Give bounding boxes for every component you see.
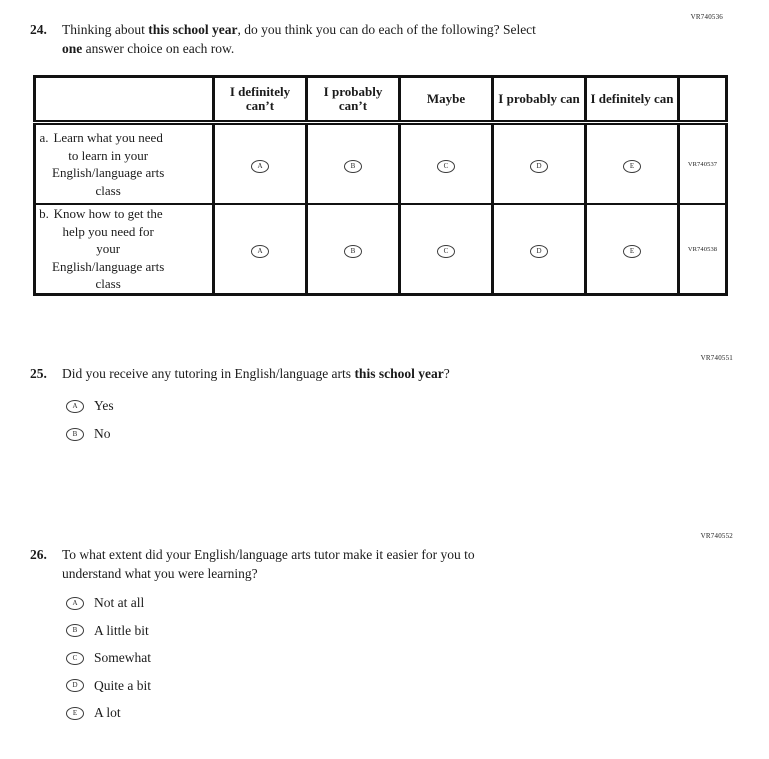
answer-bubble[interactable]: C (66, 652, 84, 665)
question-number: 25. (30, 366, 47, 381)
answer-cell (493, 123, 586, 205)
answer-bubble[interactable]: B (344, 160, 362, 173)
header-empty-cell (35, 77, 214, 123)
table-row-a (35, 123, 727, 205)
option-label: No (94, 426, 111, 441)
option-label: Somewhat (94, 650, 151, 665)
question-line-1 (62, 20, 536, 39)
question-text (62, 364, 450, 383)
header-probably-can: I probably can (493, 77, 586, 123)
answer-bubble[interactable]: C (437, 245, 455, 258)
prompt-bold-segment: this school year (354, 366, 444, 381)
answer-bubble[interactable]: A (251, 245, 269, 258)
question-24 (30, 20, 536, 58)
question-line-1: To what extent did your English/language arts tutor make it easier for you to (62, 547, 475, 562)
row-label-text: Know how to get the help you need for your English/language arts class (52, 206, 165, 292)
answer-cell (400, 123, 493, 205)
answer-cell (307, 123, 400, 205)
prompt-segment: ? (443, 366, 450, 381)
option-label: Yes (94, 398, 114, 413)
answer-cell (214, 204, 307, 295)
option-label: A little bit (94, 622, 149, 638)
vr-code: VR740536 (690, 13, 723, 21)
vr-code: VR740538 (679, 204, 727, 295)
row-label-cell (35, 123, 214, 205)
prompt-bold-segment: one (62, 41, 83, 56)
option-no[interactable] (66, 426, 114, 442)
option-yes[interactable] (66, 398, 114, 414)
vr-code: VR740551 (700, 354, 733, 362)
question-text (62, 20, 536, 58)
question-number: 24. (30, 22, 47, 37)
answer-cell (214, 123, 307, 205)
question-text (62, 545, 475, 583)
question-line-2 (62, 39, 536, 58)
option-label: Quite a bit (94, 677, 151, 693)
option-label: A lot (94, 705, 121, 720)
prompt-bold-segment: this school year (148, 22, 238, 37)
row-letter: a. (39, 130, 49, 145)
answer-bubble[interactable]: C (437, 160, 455, 173)
answer-bubble[interactable]: B (344, 245, 362, 258)
answer-bubble[interactable]: D (66, 679, 84, 692)
answer-cell (400, 204, 493, 295)
answer-bubble[interactable]: E (66, 707, 84, 720)
header-row (35, 77, 727, 123)
answer-bubble[interactable]: B (66, 428, 84, 441)
header-definitely-cant: I definitely can’t (214, 77, 307, 123)
prompt-segment: answer choice on each row. (82, 41, 235, 56)
answer-cell (586, 123, 679, 205)
option-quite-a-bit[interactable] (66, 678, 151, 694)
answer-bubble[interactable]: A (66, 400, 84, 413)
vr-code: VR740552 (700, 532, 733, 540)
question-line-1 (62, 364, 450, 383)
header-definitely-can: I definitely can (586, 77, 679, 123)
answer-grid-table (33, 75, 728, 296)
vr-code: VR740537 (679, 123, 727, 205)
answer-bubble[interactable]: A (66, 597, 84, 610)
answer-bubble[interactable]: A (251, 160, 269, 173)
question-25 (30, 364, 450, 383)
answer-bubble[interactable]: E (623, 160, 641, 173)
answer-cell (493, 204, 586, 295)
option-a-little-bit[interactable] (66, 623, 151, 639)
question-26 (30, 545, 475, 583)
row-label-cell (35, 204, 214, 295)
answer-cell (586, 204, 679, 295)
answer-bubble[interactable]: D (530, 245, 548, 258)
answer-cell (307, 204, 400, 295)
answer-bubble[interactable]: D (530, 160, 548, 173)
option-a-lot[interactable] (66, 705, 151, 721)
table-row-b (35, 204, 727, 295)
row-label-text: Learn what you need to learn in your English/language arts class (52, 130, 165, 198)
header-probably-cant: I probably can’t (307, 77, 400, 123)
question-25-options (66, 398, 114, 442)
header-maybe: Maybe (400, 77, 493, 123)
option-label: Not at all (94, 595, 145, 610)
prompt-segment: , do you think you can do each of the following? Select (237, 22, 536, 37)
question-number: 26. (30, 547, 47, 562)
option-somewhat[interactable] (66, 650, 151, 666)
answer-bubble[interactable]: E (623, 245, 641, 258)
prompt-segment: Thinking about (62, 22, 149, 37)
answer-bubble[interactable]: B (66, 624, 84, 637)
option-not-at-all[interactable] (66, 595, 151, 611)
row-letter: b. (39, 206, 49, 222)
question-26-options (66, 595, 151, 721)
prompt-segment: Did you receive any tutoring in English/language arts (62, 366, 355, 381)
question-line-2: understand what you were learning? (62, 566, 258, 581)
header-vr-cell (679, 77, 727, 123)
